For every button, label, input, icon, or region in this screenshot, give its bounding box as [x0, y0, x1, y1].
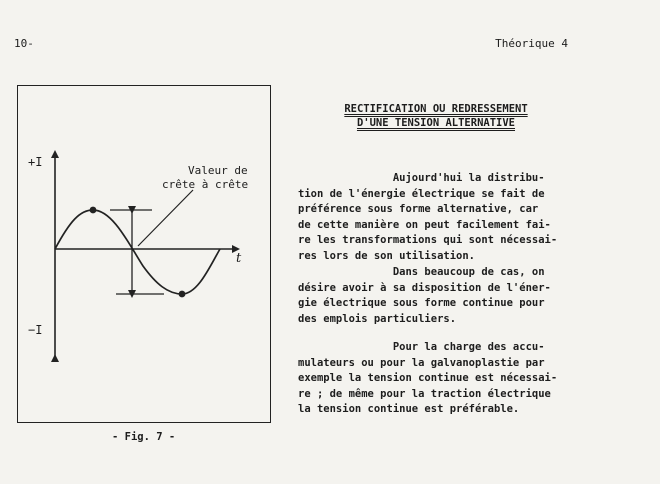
text-line: désire avoir à sa disposition de l'éner- [298, 281, 551, 294]
figure-7 [17, 85, 271, 423]
annotation-line2: crête à crête [162, 178, 249, 191]
text-line: mulateurs ou pour la galvanoplastie par [298, 356, 545, 369]
sine-wave-diagram [18, 86, 272, 424]
text-line: la tension continue est préférable. [298, 403, 520, 416]
document-title [322, 102, 550, 130]
page-number: 10- [14, 37, 34, 50]
text-line: des emplois particuliers. [298, 312, 457, 325]
text-line: tion de l'énergie électrique se fait de [298, 187, 545, 200]
plus-i-label: +I [28, 155, 43, 169]
text-line: re ; de même pour la traction électrique [298, 387, 551, 400]
paragraph-2 [298, 265, 570, 327]
text-line: de cette manière on peut facilement fai- [298, 218, 551, 231]
text-line: res lors de son utilisation. [298, 249, 476, 262]
paragraph-1 [298, 171, 570, 265]
sine-wave [55, 210, 220, 294]
paragraph-3 [298, 340, 570, 418]
section-title: Théorique 4 [495, 37, 568, 50]
text-line: gie électrique sous forme continue pour [298, 297, 545, 310]
text-line: Dans beaucoup de cas, on [298, 266, 545, 278]
annotation-line1: Valeur de [188, 164, 248, 177]
text-line: Aujourd'hui la distribu- [298, 172, 545, 184]
trough-point [179, 291, 186, 298]
title-line-1: RECTIFICATION OU REDRESSEMENT [344, 103, 528, 115]
peak-point [90, 207, 97, 214]
text-line: Pour la charge des accu- [298, 341, 545, 353]
title-line-2: D'UNE TENSION ALTERNATIVE [356, 117, 516, 129]
text-line: exemple la tension continue est nécessai- [298, 372, 558, 385]
minus-i-label: −I [28, 323, 43, 337]
time-label: t [236, 251, 242, 266]
annotation-leader [138, 190, 193, 246]
text-line: re les transformations qui sont nécessai- [298, 234, 558, 247]
text-line: préférence sous forme alternative, car [298, 203, 539, 216]
figure-caption: - Fig. 7 - [112, 431, 176, 443]
